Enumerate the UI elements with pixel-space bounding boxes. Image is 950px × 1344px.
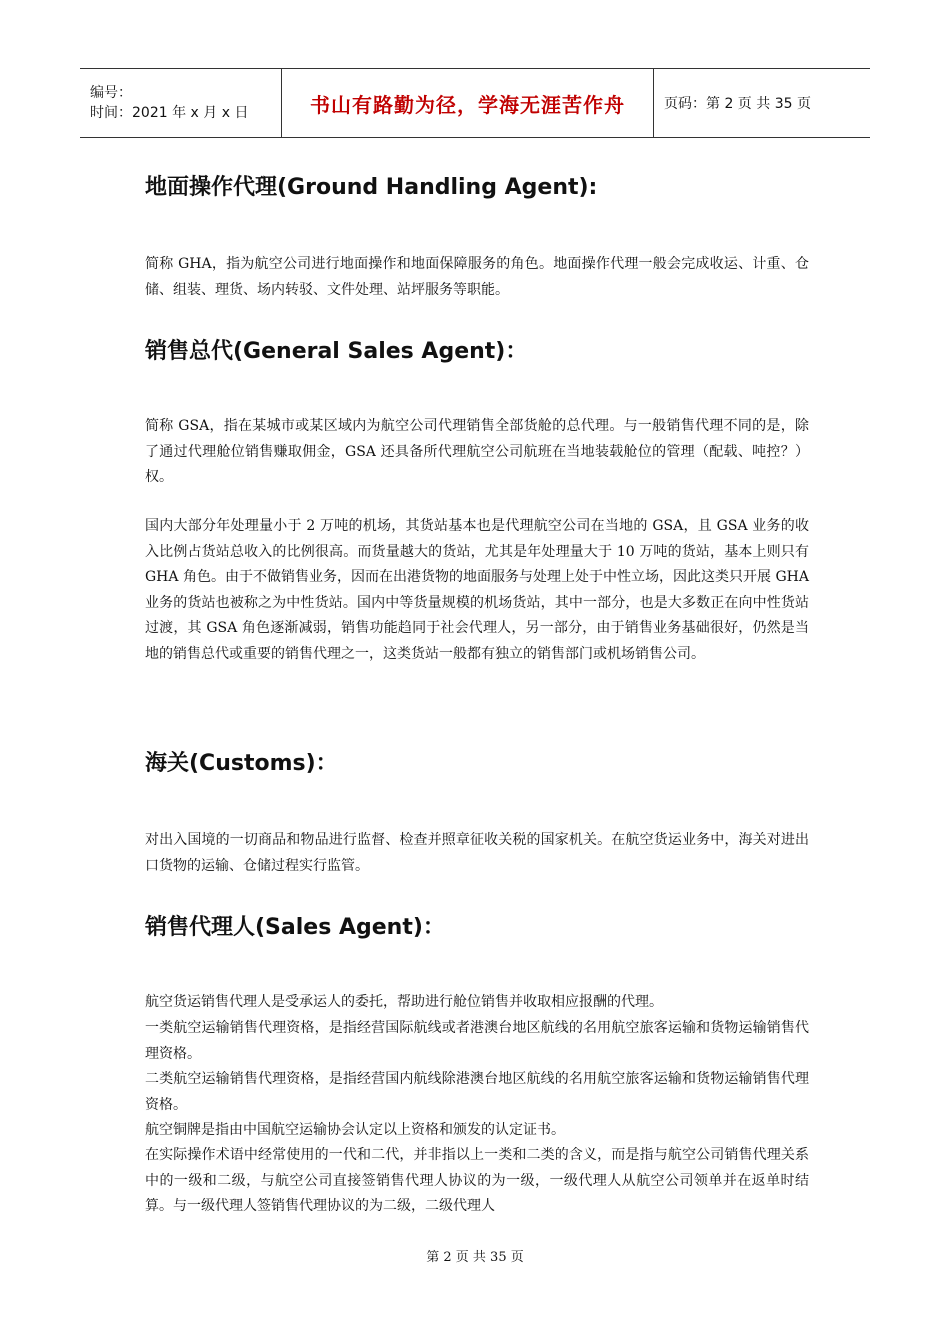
paragraph-gsa-1: 简称 GSA，指在某城市或某区域内为航空公司代理销售全部货舱的总代理。与一般销售代理不同的是，除了通过代理舱位销售赚取佣金，GSA 还具备所代理航空公司航班在当地装载舱位的管理（配载、吨控？）权。 <box>145 418 809 485</box>
header-page-cell <box>654 69 870 137</box>
section-heading-sales-agent: 销售代理人(Sales Agent)： <box>145 915 445 940</box>
code-label: 编号： <box>90 85 132 101</box>
section-heading-gsa: 销售总代(General Sales Agent)： <box>145 339 528 364</box>
page-footer: 第 2 页 共 35 页 <box>426 1250 524 1265</box>
section-heading-gha: 地面操作代理(Ground Handling Agent): <box>145 175 598 200</box>
paragraph-gsa-2: 国内大部分年处理量小于 2 万吨的机场，其货站基本也是代理航空公司在当地的 GSA，且 GSA 业务的收入比例占货站总收入的比例很高。而货量越大的货站，尤其是年处理量大于 10 万吨的货站，基本上则只有 GHA 角色。由于不做销售业务，因而在出港货物的地面服务与处理上处于中性立场，因此这类只开展 GHA 业务的货站也被称之为中性货站。国内中等货量规模的机场货站，其中一部分，也是大多数正在向中性货站过渡，其 GSA 角色逐渐减弱，销售功能趋同于社会代理人，另一部分，由于销售业务基础很好，仍然是当地的销售总代或重要的销售代理之一，这类货站一般都有独立的销售部门或机场销售公司。 <box>145 518 809 662</box>
paragraph-sales-agent-4: 航空铜牌是指由中国航空运输协会认定以上资格和颁发的认定证书。 <box>145 1122 565 1138</box>
paragraph-sales-agent-1: 航空货运销售代理人是受承运人的委托，帮助进行舱位销售并收取相应报酬的代理。 <box>145 994 663 1010</box>
page-info: 页码：第 2 页 共 35 页 <box>664 96 811 112</box>
date-label: 时间：2021 年 x 月 x 日 <box>90 105 249 121</box>
header-motto-cell <box>281 69 654 137</box>
paragraph-sales-agent-5: 在实际操作术语中经常使用的一代和二代，并非指以上一类和二类的含义，而是指与航空公司销售代理关系中的一级和二级，与航空公司直接签销售代理人协议的为一级，一级代理人从航空公司领单并在返单时结算。与一级代理人签销售代理协议的为二级，二级代理人 <box>145 1147 809 1214</box>
section-heading-customs: 海关(Customs)： <box>145 751 338 776</box>
paragraph-gha: 简称 GHA，指为航空公司进行地面操作和地面保障服务的角色。地面操作代理一般会完成收运、计重、仓储、组装、理货、场内转驳、文件处理、站坪服务等职能。 <box>145 256 809 298</box>
motto: 书山有路勤为径，学海无涯苦作舟 <box>310 92 625 117</box>
paragraph-customs: 对出入国境的一切商品和物品进行监督、检查并照章征收关税的国家机关。在航空货运业务中，海关对进出口货物的运输、仓储过程实行监管。 <box>145 832 809 874</box>
page-header <box>80 68 870 138</box>
paragraph-sales-agent-3: 二类航空运输销售代理资格，是指经营国内航线除港澳台地区航线的名用航空旅客运输和货物运输销售代理资格。 <box>145 1071 809 1113</box>
header-meta <box>80 69 281 137</box>
paragraph-sales-agent-2: 一类航空运输销售代理资格，是指经营国际航线或者港澳台地区航线的名用航空旅客运输和货物运输销售代理资格。 <box>145 1020 809 1062</box>
